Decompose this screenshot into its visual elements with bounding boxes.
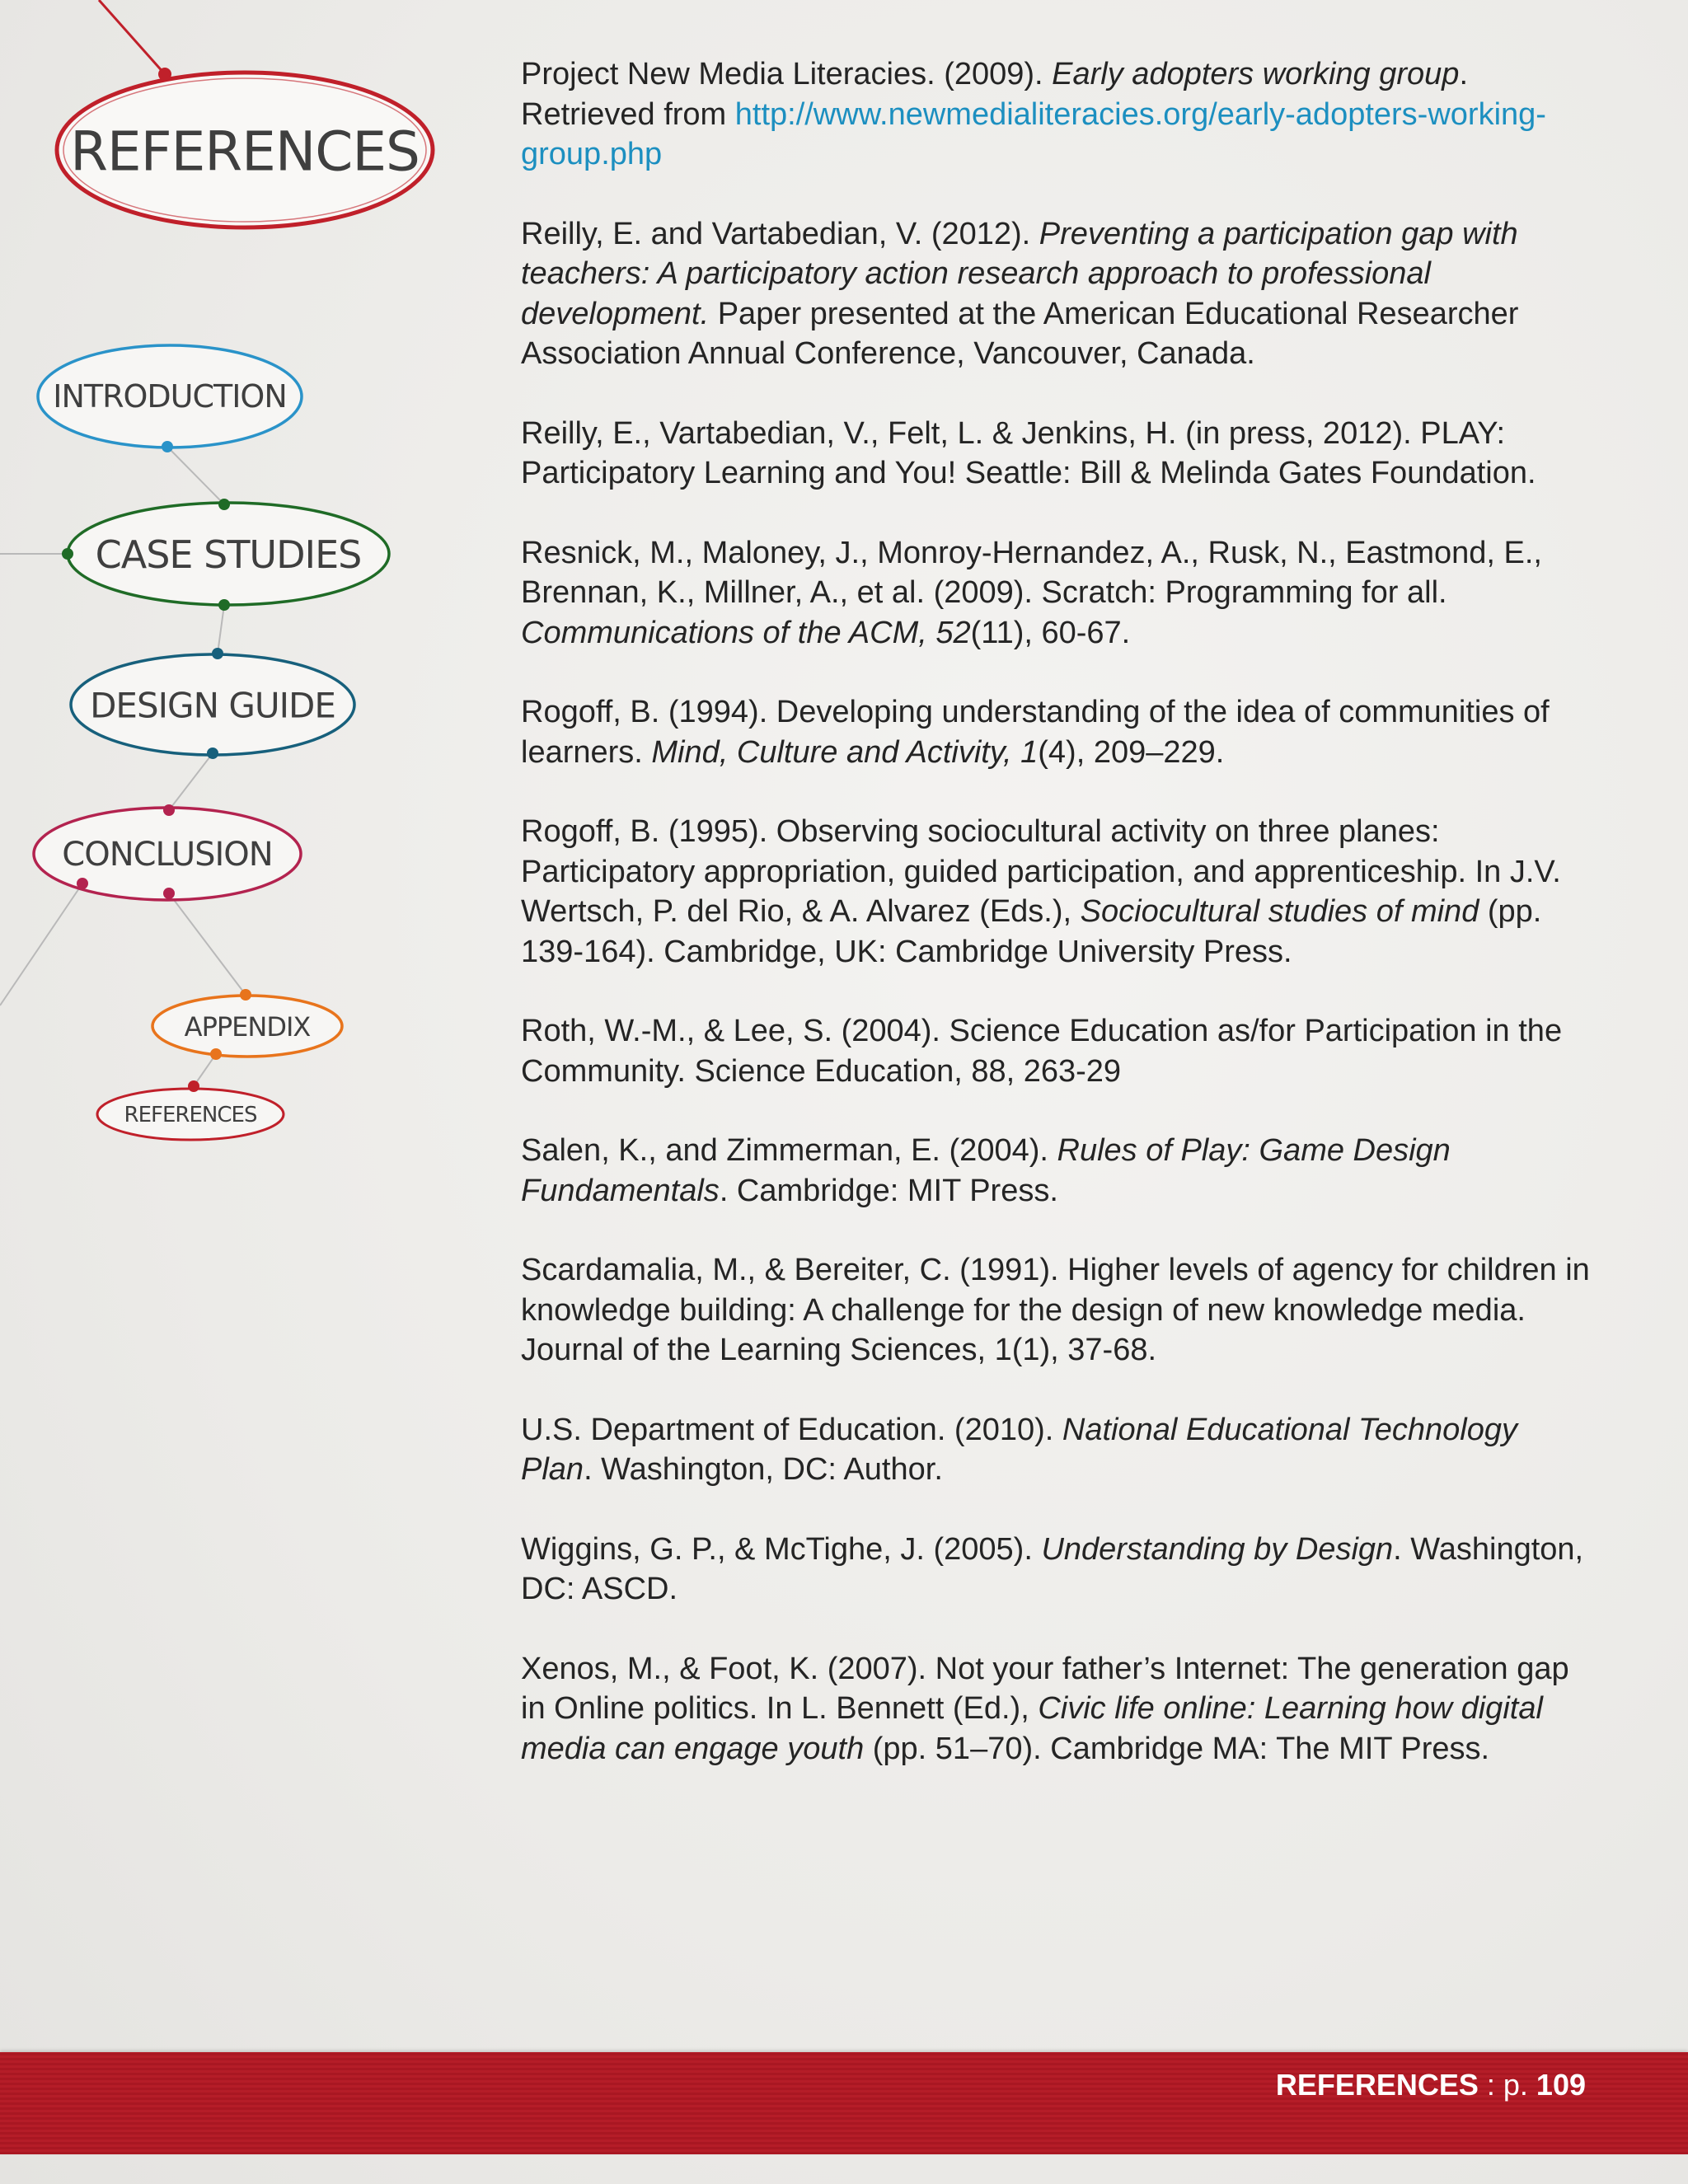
nav-item-label: INTRODUCTION: [53, 378, 287, 415]
title-connector-dot: [158, 68, 171, 81]
reference-entry: [521, 214, 1592, 374]
reference-text: Xenos, M., & Foot, K. (2007). Not your father’s Internet: The generation gap in Online politics. In L. Bennett (Ed.),: [521, 1651, 1569, 1726]
connector-dot: [188, 1080, 199, 1092]
nav-item-conclusion[interactable]: [34, 808, 301, 900]
reference-title: Civic life online: Learning how digital media can engage youth: [521, 1691, 1543, 1766]
connector-dot: [210, 1048, 222, 1060]
reference-text: (11), 60-67.: [970, 615, 1131, 650]
reference-entry: [521, 1410, 1592, 1490]
reference-entry: [521, 533, 1592, 654]
reference-text: Scardamalia, M., & Bereiter, C. (1991). Higher levels of agency for children in knowledge building: A challenge for the design of new knowledge media. Journal of the Learning Sciences, 1(1), 37-68.: [521, 1253, 1590, 1367]
reference-title: Communications of the ACM, 52: [521, 615, 971, 650]
connector-dot: [218, 499, 230, 510]
reference-text: . Retrieved from: [521, 57, 1468, 132]
reference-text: Paper presented at the American Educational Researcher Association Annual Conference, Vancouver, Canada.: [521, 296, 1519, 371]
connector-dot: [163, 804, 175, 816]
reference-entry: [521, 1131, 1592, 1211]
reference-entry: [521, 692, 1592, 772]
reference-text: . Washington, DC: ASCD.: [521, 1531, 1584, 1606]
current-section-title: [57, 73, 433, 227]
connector-dot: [77, 878, 88, 889]
footer-separator: : p.: [1478, 2068, 1536, 2102]
footer-section: REFERENCES: [1275, 2068, 1479, 2102]
connector-dot: [163, 888, 175, 899]
reference-title: Mind, Culture and Activity, 1: [651, 734, 1039, 770]
reference-link[interactable]: http://www.newmedialiteracies.org/early-adopters-working-group.php: [521, 96, 1546, 171]
reference-entry: [521, 1649, 1592, 1769]
reference-title: National Educational Technology Plan: [521, 1412, 1518, 1487]
reference-text: Reilly, E. and Vartabedian, V. (2012).: [521, 216, 1039, 251]
nav-item-case-studies[interactable]: [68, 503, 389, 605]
reference-text: (4), 209–229.: [1038, 734, 1225, 770]
connector-dot: [162, 441, 173, 452]
nav-item-label: APPENDIX: [184, 1011, 311, 1043]
reference-entry: [521, 1530, 1592, 1610]
reference-text: Wiggins, G. P., & McTighe, J. (2005).: [521, 1531, 1042, 1567]
nav-item-label: REFERENCES: [124, 1103, 257, 1127]
page-footer: [1276, 2065, 1586, 2105]
reference-text: . Washington, DC: Author.: [584, 1452, 943, 1487]
reference-text: Resnick, M., Maloney, J., Monroy-Hernandez, A., Rusk, N., Eastmond, E., Brennan, K., Millner, A., et al. (2009). Scratch: Programming for all.: [521, 535, 1542, 610]
reference-entry: [521, 1011, 1592, 1091]
nav-item-introduction[interactable]: [38, 345, 302, 448]
reference-text: (pp. 51–70). Cambridge MA: The MIT Press.: [864, 1731, 1490, 1766]
reference-title: Preventing a participation gap with teachers: A participatory action research approach to professional development.: [521, 216, 1518, 331]
nav-item-design-guide[interactable]: [71, 654, 354, 755]
reference-text: (pp. 139-164). Cambridge, UK: Cambridge University Press.: [521, 894, 1542, 969]
reference-title: Sociocultural studies of mind: [1080, 894, 1479, 929]
nav-item-appendix[interactable]: [152, 996, 342, 1057]
connector-dot: [62, 548, 73, 560]
connector-dot: [218, 599, 230, 611]
reference-text: Rogoff, B. (1994). Developing understanding of the idea of communities of learners.: [521, 695, 1550, 770]
connector-dot: [240, 989, 251, 1001]
page-number: 109: [1536, 2068, 1586, 2102]
reference-text: Rogoff, B. (1995). Observing sociocultural activity on three planes: Participatory appropriation, guided participation, and apprenticeship. In J.V. Wertsch, P. del Rio, & A. Alvarez (Eds.),: [521, 814, 1561, 929]
connector-dot: [212, 648, 223, 659]
reference-text: U.S. Department of Education. (2010).: [521, 1412, 1062, 1447]
connector-dot: [207, 748, 218, 759]
reference-text: Reilly, E., Vartabedian, V., Felt, L. & Jenkins, H. (in press, 2012). PLAY: Participatory Learning and You! Seattle: Bill & Melinda Gates Foundation.: [521, 415, 1536, 490]
reference-text: Project New Media Literacies. (2009).: [521, 57, 1053, 91]
nav-item-references[interactable]: [97, 1089, 284, 1140]
reference-text: Salen, K., and Zimmerman, E. (2004).: [521, 1133, 1057, 1168]
reference-title: Early adopters working group: [1052, 57, 1460, 91]
section-nav-map: [0, 0, 462, 1195]
reference-entry: [521, 1250, 1592, 1371]
reference-title: Understanding by Design: [1041, 1531, 1394, 1567]
reference-text: . Cambridge: MIT Press.: [719, 1173, 1058, 1208]
nav-item-label: CASE STUDIES: [95, 532, 362, 577]
nav-item-label: DESIGN GUIDE: [90, 685, 335, 726]
reference-entry: [521, 414, 1592, 494]
nav-item-label: CONCLUSION: [62, 836, 273, 874]
reference-text: Roth, W.-M., & Lee, S. (2004). Science Education as/for Participation in the Community. Science Education, 88, 263-29: [521, 1014, 1563, 1089]
reference-list: [521, 54, 1592, 1808]
current-section-label: REFERENCES: [70, 120, 420, 184]
reference-title: Rules of Play: Game Design Fundamentals: [521, 1133, 1451, 1208]
reference-entry: [521, 812, 1592, 972]
reference-entry: [521, 54, 1592, 175]
